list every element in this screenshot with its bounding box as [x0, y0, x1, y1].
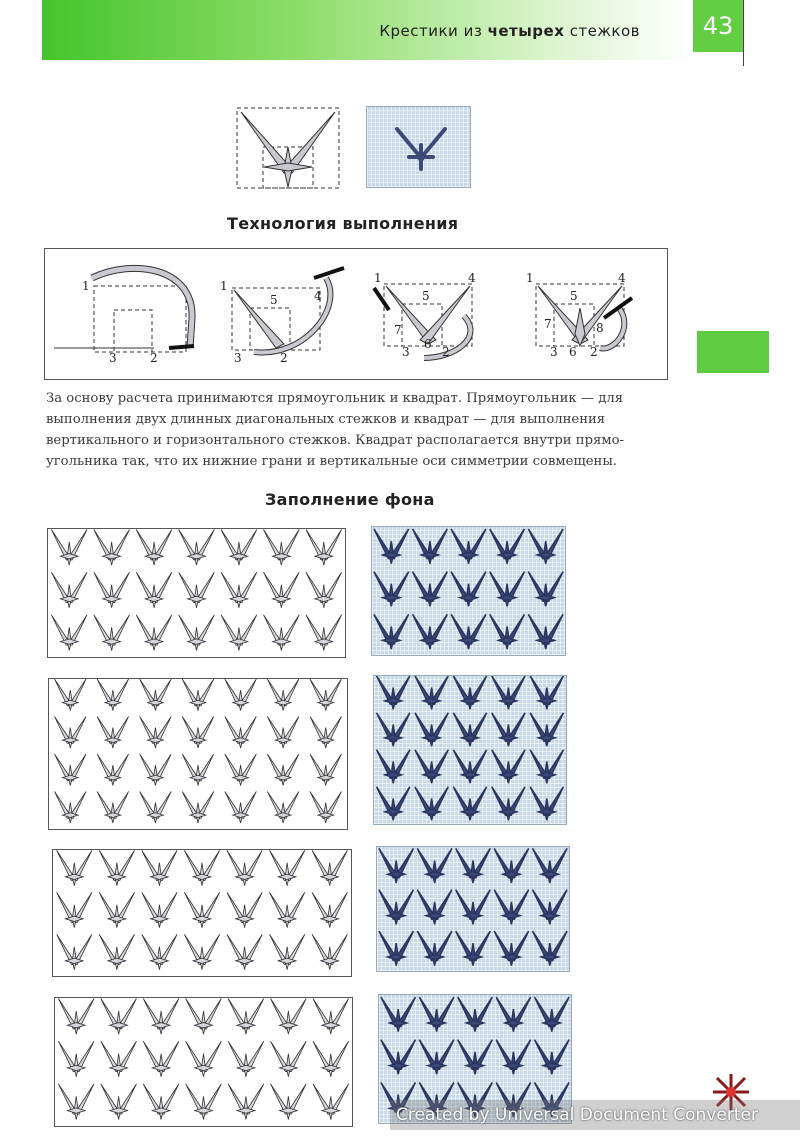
- stitch-motif: [55, 717, 87, 749]
- stitch-motif: [413, 572, 448, 607]
- stitch-motif: [413, 614, 448, 649]
- stitch-motif: [417, 848, 452, 883]
- stitch-motif: [55, 754, 87, 786]
- stitch-motif: [101, 999, 137, 1035]
- paragraph-line: За основу расчета принимаются прямоугольник и квадрат. Прямоугольник — для: [46, 391, 624, 406]
- stitch-motif: [58, 1041, 94, 1077]
- stitch-motif: [458, 997, 493, 1032]
- stitch-motif: [451, 529, 486, 564]
- stitch-motif: [271, 999, 307, 1035]
- chapter-title: Крестики из четырех стежков: [379, 22, 640, 40]
- stitch-motif: [97, 754, 129, 786]
- embroidered-stitch-icon: [367, 107, 470, 187]
- stitch-motif: [221, 615, 257, 651]
- step-label: 6: [569, 345, 577, 359]
- stitch-motif: [57, 934, 92, 969]
- stitch-motif: [379, 890, 414, 925]
- stitch-motif: [143, 1041, 179, 1077]
- stitch-motif: [306, 530, 342, 566]
- stitch-motif: [494, 848, 529, 883]
- step-label: 2: [280, 351, 288, 365]
- stitch-motif: [55, 792, 87, 824]
- stitch-motif: [99, 934, 134, 969]
- stitch-motif: [182, 679, 214, 711]
- step-label: 8: [596, 321, 604, 335]
- stitch-motif: [267, 754, 299, 786]
- stitch-motif: [530, 787, 563, 820]
- stitch-motif: [143, 999, 179, 1035]
- stitch-motif: [264, 615, 300, 651]
- step-4: [526, 271, 632, 359]
- stitch-motif: [494, 931, 529, 966]
- stitch-motif: [136, 615, 172, 651]
- stitch-motif: [94, 615, 130, 651]
- pattern-sample-2: [373, 675, 567, 825]
- stitch-motif: [264, 530, 300, 566]
- stitch-motif: [267, 717, 299, 749]
- step-label: 7: [544, 317, 552, 331]
- stitch-motif: [267, 679, 299, 711]
- step-label: 1: [220, 279, 228, 293]
- step-label: 3: [109, 351, 117, 365]
- stitch-motif: [270, 934, 305, 969]
- pattern-sample-1: [371, 526, 566, 656]
- stitch-motif: [140, 754, 172, 786]
- stitch-motif: [227, 850, 262, 885]
- stitch-motif: [381, 1040, 416, 1075]
- step-label: 1: [526, 271, 534, 285]
- stitch-motif: [225, 754, 256, 786]
- stitch-motif: [221, 572, 257, 608]
- step-label: 1: [374, 271, 382, 285]
- stitch-motif: [136, 572, 172, 608]
- stitch-motif: [453, 713, 486, 746]
- stitch-motif: [143, 1084, 179, 1120]
- stitch-motif: [528, 614, 563, 649]
- stitch-motif: [377, 713, 410, 746]
- description-paragraph: [46, 388, 686, 472]
- stitch-motif: [530, 676, 563, 709]
- heading-technology: Технология выполнения: [227, 214, 459, 233]
- stitch-motif: [415, 676, 448, 709]
- stitch-motif: [225, 792, 256, 824]
- step-label: 3: [402, 345, 410, 359]
- stitch-motif: [312, 934, 347, 969]
- paragraph-line: угольника так, что их нижние грани и вертикальные оси симметрии совмещены.: [46, 454, 618, 469]
- stitch-motif: [97, 792, 129, 824]
- stitch-motif: [312, 850, 347, 885]
- stitch-motif: [142, 892, 177, 927]
- stitch-motif: [136, 530, 172, 566]
- stitch-motif: [227, 934, 262, 969]
- stitch-motif: [184, 892, 219, 927]
- stitch-motif: [535, 1040, 570, 1075]
- stitch-motif: [184, 850, 219, 885]
- stitch-motif: [97, 679, 129, 711]
- stitch-motif: [221, 530, 257, 566]
- stitch-motif: [533, 931, 568, 966]
- stitch-motif: [51, 572, 87, 608]
- stitch-motif: [528, 529, 563, 564]
- stitch-motif: [415, 750, 448, 783]
- stitch-motif: [264, 572, 300, 608]
- stitch-motif: [417, 890, 452, 925]
- stitch-motif: [306, 615, 342, 651]
- stitch-motif: [306, 572, 342, 608]
- stitch-motif: [97, 717, 129, 749]
- stitch-motif: [313, 1084, 349, 1120]
- stitch-motif: [453, 750, 486, 783]
- stitch-motif: [228, 1084, 264, 1120]
- stitch-motif: [496, 997, 531, 1032]
- stitch-motif: [374, 529, 409, 564]
- step-2: [220, 268, 344, 365]
- stitch-motif: [533, 890, 568, 925]
- watermark: Created by Universal Document Converter: [390, 1100, 800, 1130]
- stitch-motif: [51, 530, 87, 566]
- stitch-motif: [310, 754, 342, 786]
- stitch-motif: [55, 679, 87, 711]
- stitch-motif: [228, 999, 264, 1035]
- stitch-motif: [186, 1084, 222, 1120]
- stitch-motif: [228, 1041, 264, 1077]
- stitch-motif: [57, 892, 92, 927]
- paragraph-line: вертикального и горизонтального стежков. Квадрат располагается внутри прямо-: [46, 433, 624, 448]
- stitch-sample-photo: [366, 106, 471, 188]
- stitch-motif: [492, 750, 525, 783]
- stitch-motif: [182, 792, 214, 824]
- step-label: 6: [424, 337, 432, 351]
- stitch-motif: [57, 850, 92, 885]
- stitch-motif: [140, 792, 172, 824]
- stitch-motif: [142, 934, 177, 969]
- stitch-motif: [456, 931, 491, 966]
- stitch-motif: [179, 530, 215, 566]
- step-label: 3: [234, 351, 242, 365]
- stitch-motif: [310, 717, 342, 749]
- step-label: 2: [150, 351, 158, 365]
- stitch-motif: [270, 892, 305, 927]
- stitch-motif: [271, 1084, 307, 1120]
- side-tab: [697, 331, 769, 373]
- stitch-motif: [413, 529, 448, 564]
- stitch-motif: [182, 754, 214, 786]
- stitch-motif: [381, 997, 416, 1032]
- stitch-motif: [377, 787, 410, 820]
- stitch-motif: [267, 792, 299, 824]
- stitch-motif: [494, 890, 529, 925]
- stitch-motif: [417, 931, 452, 966]
- stitch-motif: [313, 999, 349, 1035]
- stitch-motif: [490, 529, 525, 564]
- stitch-motif: [271, 1041, 307, 1077]
- step-label: 4: [314, 289, 322, 303]
- stitch-motif: [99, 850, 134, 885]
- stitch-motif: [310, 792, 342, 824]
- stitch-motif: [374, 614, 409, 649]
- stitch-motif: [374, 572, 409, 607]
- stitch-motif: [533, 848, 568, 883]
- stitch-motif: [58, 999, 94, 1035]
- pattern-diagram-2: [48, 678, 348, 830]
- stitch-motif: [142, 850, 177, 885]
- stitch-motif: [458, 1040, 493, 1075]
- stitch-motif: [451, 572, 486, 607]
- stitch-motif: [419, 1040, 454, 1075]
- step-label: 7: [394, 323, 402, 337]
- stitch-motif: [58, 1084, 94, 1120]
- stitch-motif: [94, 572, 130, 608]
- stitch-motif: [179, 615, 215, 651]
- heading-background-fill: Заполнение фона: [265, 490, 435, 509]
- stitch-motif: [312, 892, 347, 927]
- stitch-motif: [415, 713, 448, 746]
- steps-diagram: [44, 248, 666, 378]
- stitch-motif: [310, 679, 342, 711]
- stitch-motif: [377, 676, 410, 709]
- stitch-motif: [456, 848, 491, 883]
- stitch-motif: [415, 787, 448, 820]
- stitch-motif: [530, 750, 563, 783]
- stitch-motif: [184, 934, 219, 969]
- stitch-motif: [227, 892, 262, 927]
- stitch-motif: [530, 713, 563, 746]
- pattern-diagram-4: [54, 997, 353, 1127]
- stitch-motif: [179, 572, 215, 608]
- stitch-motif: [51, 615, 87, 651]
- stitch-motif: [535, 997, 570, 1032]
- step-label: 4: [618, 271, 626, 285]
- stitch-motif: [379, 848, 414, 883]
- stitch-motif: [377, 750, 410, 783]
- paragraph-line: выполнения двух длинных диагональных стежков и квадрат — для выполнения: [46, 412, 606, 427]
- step-label: 4: [468, 271, 476, 285]
- step-3: [374, 271, 476, 359]
- stitch-motif: [225, 717, 256, 749]
- step-label: 5: [422, 289, 430, 303]
- stitch-motif: [451, 614, 486, 649]
- step-label: 5: [270, 293, 278, 307]
- page-number: 43: [702, 12, 734, 40]
- stitch-motif: [101, 1041, 137, 1077]
- stitch-diagram: [236, 107, 340, 189]
- stitch-motif: [140, 717, 172, 749]
- stitch-motif: [182, 717, 214, 749]
- page-rule: [743, 0, 744, 66]
- step-label: 1: [82, 279, 90, 293]
- stitch-motif: [140, 679, 172, 711]
- step-label: 5: [570, 289, 578, 303]
- stitch-motif: [490, 614, 525, 649]
- stitch-motif: [496, 1040, 531, 1075]
- step-1: [54, 268, 194, 365]
- stitch-motif: [492, 713, 525, 746]
- stitch-motif: [492, 676, 525, 709]
- stitch-motif: [490, 572, 525, 607]
- stitch-motif: [99, 892, 134, 927]
- stitch-motif: [186, 1041, 222, 1077]
- stitch-motif: [313, 1041, 349, 1077]
- step-label: 2: [590, 345, 598, 359]
- stitch-motif: [270, 850, 305, 885]
- stitch-motif: [453, 676, 486, 709]
- stitch-motif: [101, 1084, 137, 1120]
- step-label: 3: [550, 345, 558, 359]
- pattern-diagram-1: [47, 528, 346, 658]
- pattern-sample-3: [376, 846, 570, 972]
- stitch-motif: [186, 999, 222, 1035]
- stitch-motif: [528, 572, 563, 607]
- stitch-motif: [453, 787, 486, 820]
- stitch-motif: [94, 530, 130, 566]
- stitch-motif: [456, 890, 491, 925]
- step-label: 2: [442, 345, 450, 359]
- stitch-motif: [419, 997, 454, 1032]
- stitch-motif: [492, 787, 525, 820]
- pattern-diagram-3: [52, 849, 352, 977]
- stitch-motif: [225, 679, 256, 711]
- stitch-motif: [379, 931, 414, 966]
